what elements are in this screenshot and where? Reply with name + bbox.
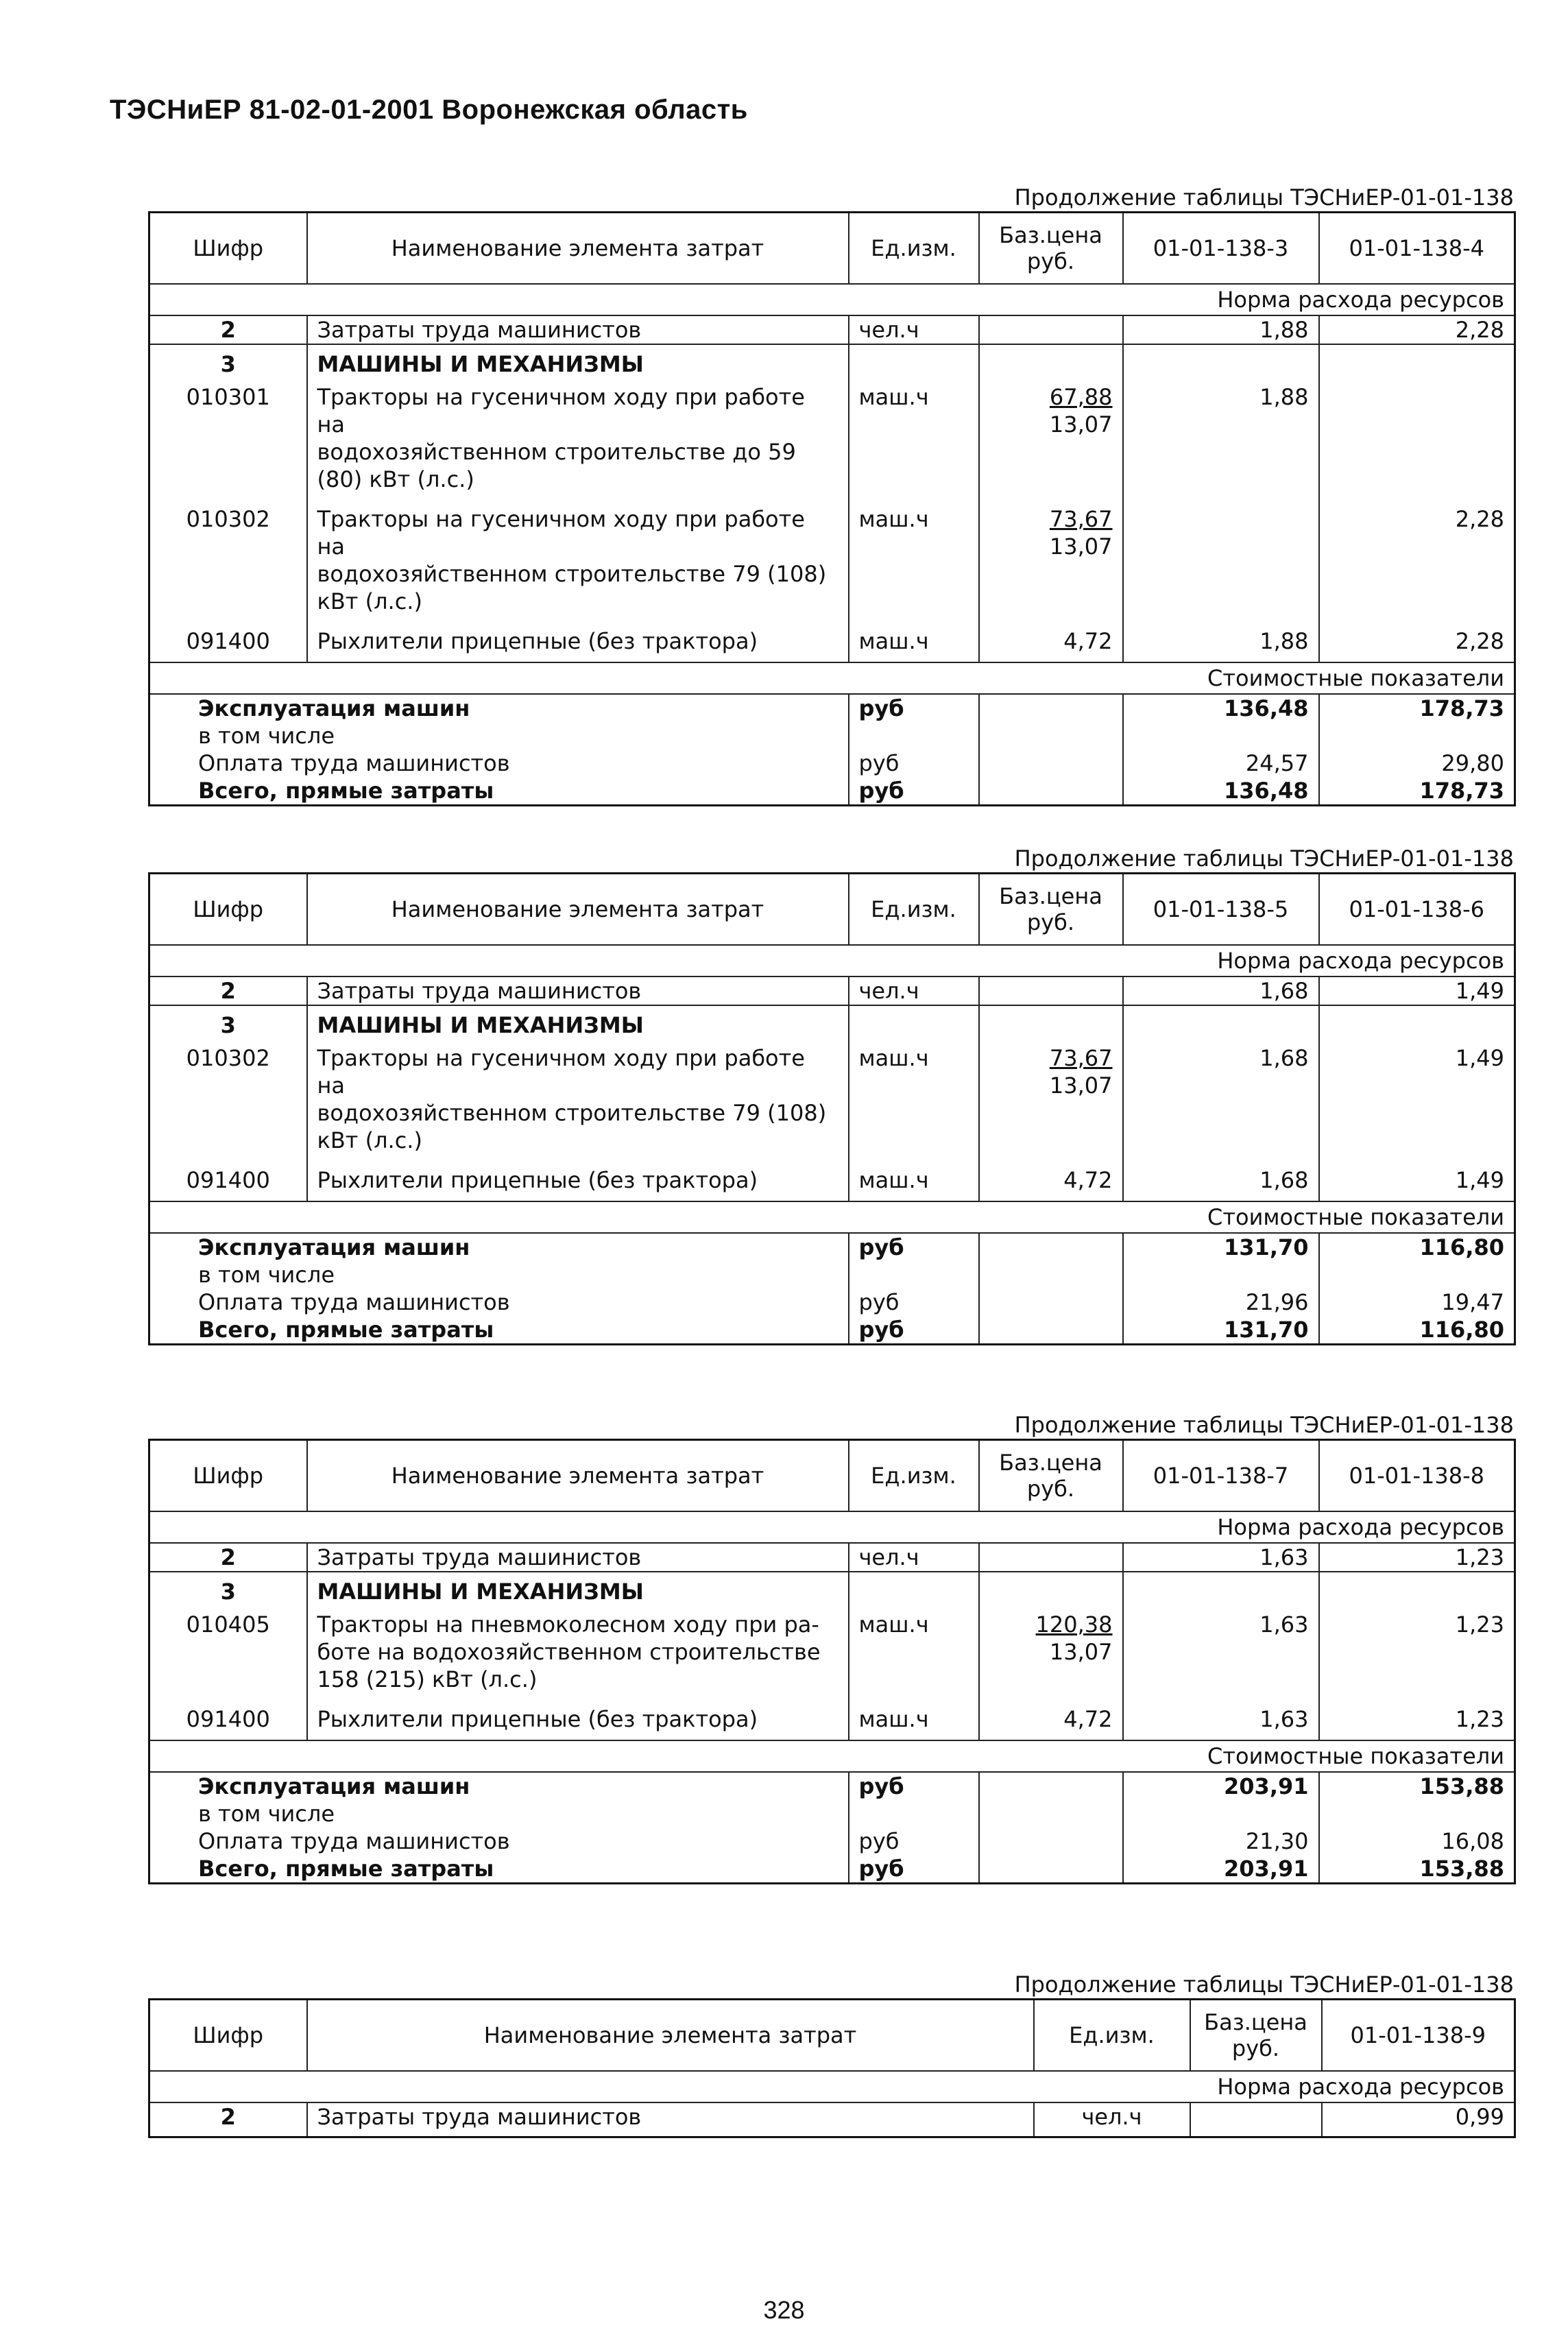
norm-banner-row: Норма расхода ресурсов: [149, 2071, 1515, 2102]
exploitation-row: Эксплуатация машин руб 203,91 153,88: [149, 1772, 1515, 1800]
norm-banner-row: [149, 284, 1515, 315]
header-name: Наименование элемента затрат: [307, 1440, 849, 1512]
header-col-1: 01-01-138-5: [1123, 874, 1319, 946]
machines-section-row: 3 МАШИНЫ И МЕХАНИЗМЫ: [149, 1005, 1515, 1039]
driver-pay-row: Оплата труда машинистов руб 21,96 19,47: [149, 1289, 1515, 1316]
machine-code: 091400: [149, 622, 307, 662]
including-row: в том числе: [149, 722, 1515, 750]
cost-banner-row: [149, 1740, 1515, 1772]
header-code: Шифр: [149, 1440, 307, 1512]
machine-price: 67,88 13,07: [979, 378, 1123, 500]
including-row: в том числе: [149, 1800, 1515, 1827]
exploitation-row: Эксплуатация машин руб 131,70 116,80: [149, 1233, 1515, 1261]
machine-price: 73,67 13,07: [979, 1039, 1123, 1161]
norm-banner: Норма расхода ресурсов: [149, 1511, 1515, 1543]
machine-row: 010405 Тракторы на пневмоколесном ходу при ра- боте на водохозяйственном строительстве 158 (215) кВт (л.с.) маш.ч 120,38 13,07 1,63 1,23: [149, 1605, 1515, 1700]
header-row: [149, 1440, 1515, 1512]
machine-price: 4,72: [979, 1161, 1123, 1201]
table-continuation-note: Продолжение таблицы ТЭСНиЕР-01-01-138: [1014, 1412, 1514, 1438]
table-continuation-note: Продолжение таблицы ТЭСНиЕР-01-01-138: [1014, 1972, 1514, 1998]
table-block-last: [148, 1971, 1514, 2138]
machine-name: Тракторы на гусеничном ходу при работе на водохозяйственном строительстве 79 (108) кВт (л.с.): [307, 1039, 849, 1161]
driver-pay-row: Оплата труда машинистов руб 24,57 29,80: [149, 750, 1515, 777]
norm-banner: Норма расхода ресурсов: [149, 945, 1515, 976]
machine-row: 091400 Рыхлители прицепные (без трактора) маш.ч 4,72 1,68 1,49: [149, 1161, 1515, 1201]
table-block: [148, 1411, 1514, 1884]
machine-code: 091400: [149, 1161, 307, 1201]
norm-banner: Норма расхода ресурсов: [149, 284, 1515, 315]
driver-pay-row: Оплата труда машинистов руб 21,30 16,08: [149, 1827, 1515, 1855]
header-row: [149, 874, 1515, 946]
cost-banner-row: [149, 1201, 1515, 1233]
machine-price: 120,38 13,07: [979, 1605, 1123, 1700]
norm-table: [148, 872, 1516, 1345]
header-name: Наименование элемента затрат: [307, 213, 849, 285]
header-col-2: 01-01-138-4: [1349, 235, 1484, 261]
labor-row: 2 Затраты труда машинистов чел.ч 1,88 2,28: [149, 315, 1515, 344]
machines-section-row: 3 МАШИНЫ И МЕХАНИЗМЫ: [149, 344, 1515, 378]
header-unit: Ед.изм.: [849, 213, 979, 285]
total-row: Всего, прямые затраты руб 131,70 116,80: [149, 1316, 1515, 1345]
machine-row: 010302 Тракторы на гусеничном ходу при работе на водохозяйственном строительстве 79 (108) кВт (л.с.) маш.ч 73,67 13,07 2,28: [149, 500, 1515, 622]
header-unit: Ед.изм.: [849, 1440, 979, 1512]
header-col-2: 01-01-138-8: [1349, 1463, 1484, 1489]
machine-price: 4,72: [979, 1700, 1123, 1740]
cost-banner: Стоимостные показатели: [149, 1740, 1515, 1772]
header-price: Баз.цена руб.: [979, 213, 1123, 285]
machine-name: Тракторы на пневмоколесном ходу при ра- боте на водохозяйственном строительстве 158 (215) кВт (л.с.): [307, 1605, 849, 1700]
machine-code: 010302: [149, 1039, 307, 1161]
machine-row: 091400 Рыхлители прицепные (без трактора) маш.ч 4,72 1,88 2,28: [149, 622, 1515, 662]
page-number: 328: [763, 2296, 805, 2324]
header-code: Шифр: [149, 874, 307, 946]
header-col-1: 01-01-138-3: [1123, 213, 1319, 285]
machine-name: Тракторы на гусеничном ходу при работе на водохозяйственном строительстве до 59 (80) кВт (л.с.): [307, 378, 849, 500]
machine-name: Рыхлители прицепные (без трактора): [307, 622, 849, 662]
machine-name: Тракторы на гусеничном ходу при работе на водохозяйственном строительстве 79 (108) кВт (л.с.): [307, 500, 849, 622]
machine-code: 010302: [149, 500, 307, 622]
labor-row: 2 Затраты труда машинистов чел.ч 1,68 1,49: [149, 976, 1515, 1005]
machine-row: 010301 Тракторы на гусеничном ходу при работе на водохозяйственном строительстве до 59 (80) кВт (л.с.) маш.ч 67,88 13,07 1,88: [149, 378, 1515, 500]
header-col-1: 01-01-138-7: [1123, 1440, 1319, 1512]
machine-name: Рыхлители прицепные (без трактора): [307, 1700, 849, 1740]
cost-banner: Стоимостные показатели: [149, 662, 1515, 694]
norm-table: [148, 211, 1516, 806]
including-row: в том числе: [149, 1261, 1515, 1289]
total-row: Всего, прямые затраты руб 136,48 178,73: [149, 777, 1515, 806]
document-title: ТЭСНиЕР 81-02-01-2001 Воронежская область: [110, 95, 748, 125]
table-block: [148, 184, 1514, 806]
header-price: Баз.цена руб.: [979, 1440, 1123, 1512]
header-row: [149, 213, 1515, 285]
machines-section-row: 3 МАШИНЫ И МЕХАНИЗМЫ: [149, 1572, 1515, 1605]
machine-row: 010302 Тракторы на гусеничном ходу при работе на водохозяйственном строительстве 79 (108) кВт (л.с.) маш.ч 73,67 13,07 1,68 1,49: [149, 1039, 1515, 1161]
table-continuation-note: Продолжение таблицы ТЭСНиЕР-01-01-138: [1014, 846, 1514, 872]
header-col-2: 01-01-138-6: [1349, 896, 1484, 922]
machine-code: 091400: [149, 1700, 307, 1740]
machine-price: 73,67 13,07: [979, 500, 1123, 622]
labor-row: 2 Затраты труда машинистов чел.ч 1,63 1,23: [149, 1543, 1515, 1572]
norm-banner-row: [149, 1511, 1515, 1543]
exploitation-row: Эксплуатация машин руб 136,48 178,73: [149, 694, 1515, 722]
norm-table: [148, 1439, 1516, 1884]
machine-code: 010301: [149, 378, 307, 500]
header-unit: Ед.изм.: [849, 874, 979, 946]
header-code: Шифр: [149, 213, 307, 285]
machine-row: 091400 Рыхлители прицепные (без трактора) маш.ч 4,72 1,63 1,23: [149, 1700, 1515, 1740]
cost-banner: Стоимостные показатели: [149, 1201, 1515, 1233]
machine-price: 4,72: [979, 622, 1123, 662]
machine-name: Рыхлители прицепные (без трактора): [307, 1161, 849, 1201]
machine-code: 010405: [149, 1605, 307, 1700]
table-continuation-note: Продолжение таблицы ТЭСНиЕР-01-01-138: [1014, 184, 1514, 211]
header-row: Шифр Наименование элемента затрат Ед.изм. Баз.цена руб. 01-01-138-9: [149, 2000, 1515, 2072]
labor-row: 2 Затраты труда машинистов чел.ч 0,99: [149, 2102, 1515, 2137]
table-block: [148, 845, 1514, 1345]
total-row: Всего, прямые затраты руб 203,91 153,88: [149, 1855, 1515, 1884]
cost-banner-row: [149, 662, 1515, 694]
header-name: Наименование элемента затрат: [307, 874, 849, 946]
norm-banner-row: [149, 945, 1515, 976]
header-price: Баз.цена руб.: [979, 874, 1123, 946]
norm-table-last: [148, 1998, 1516, 2138]
